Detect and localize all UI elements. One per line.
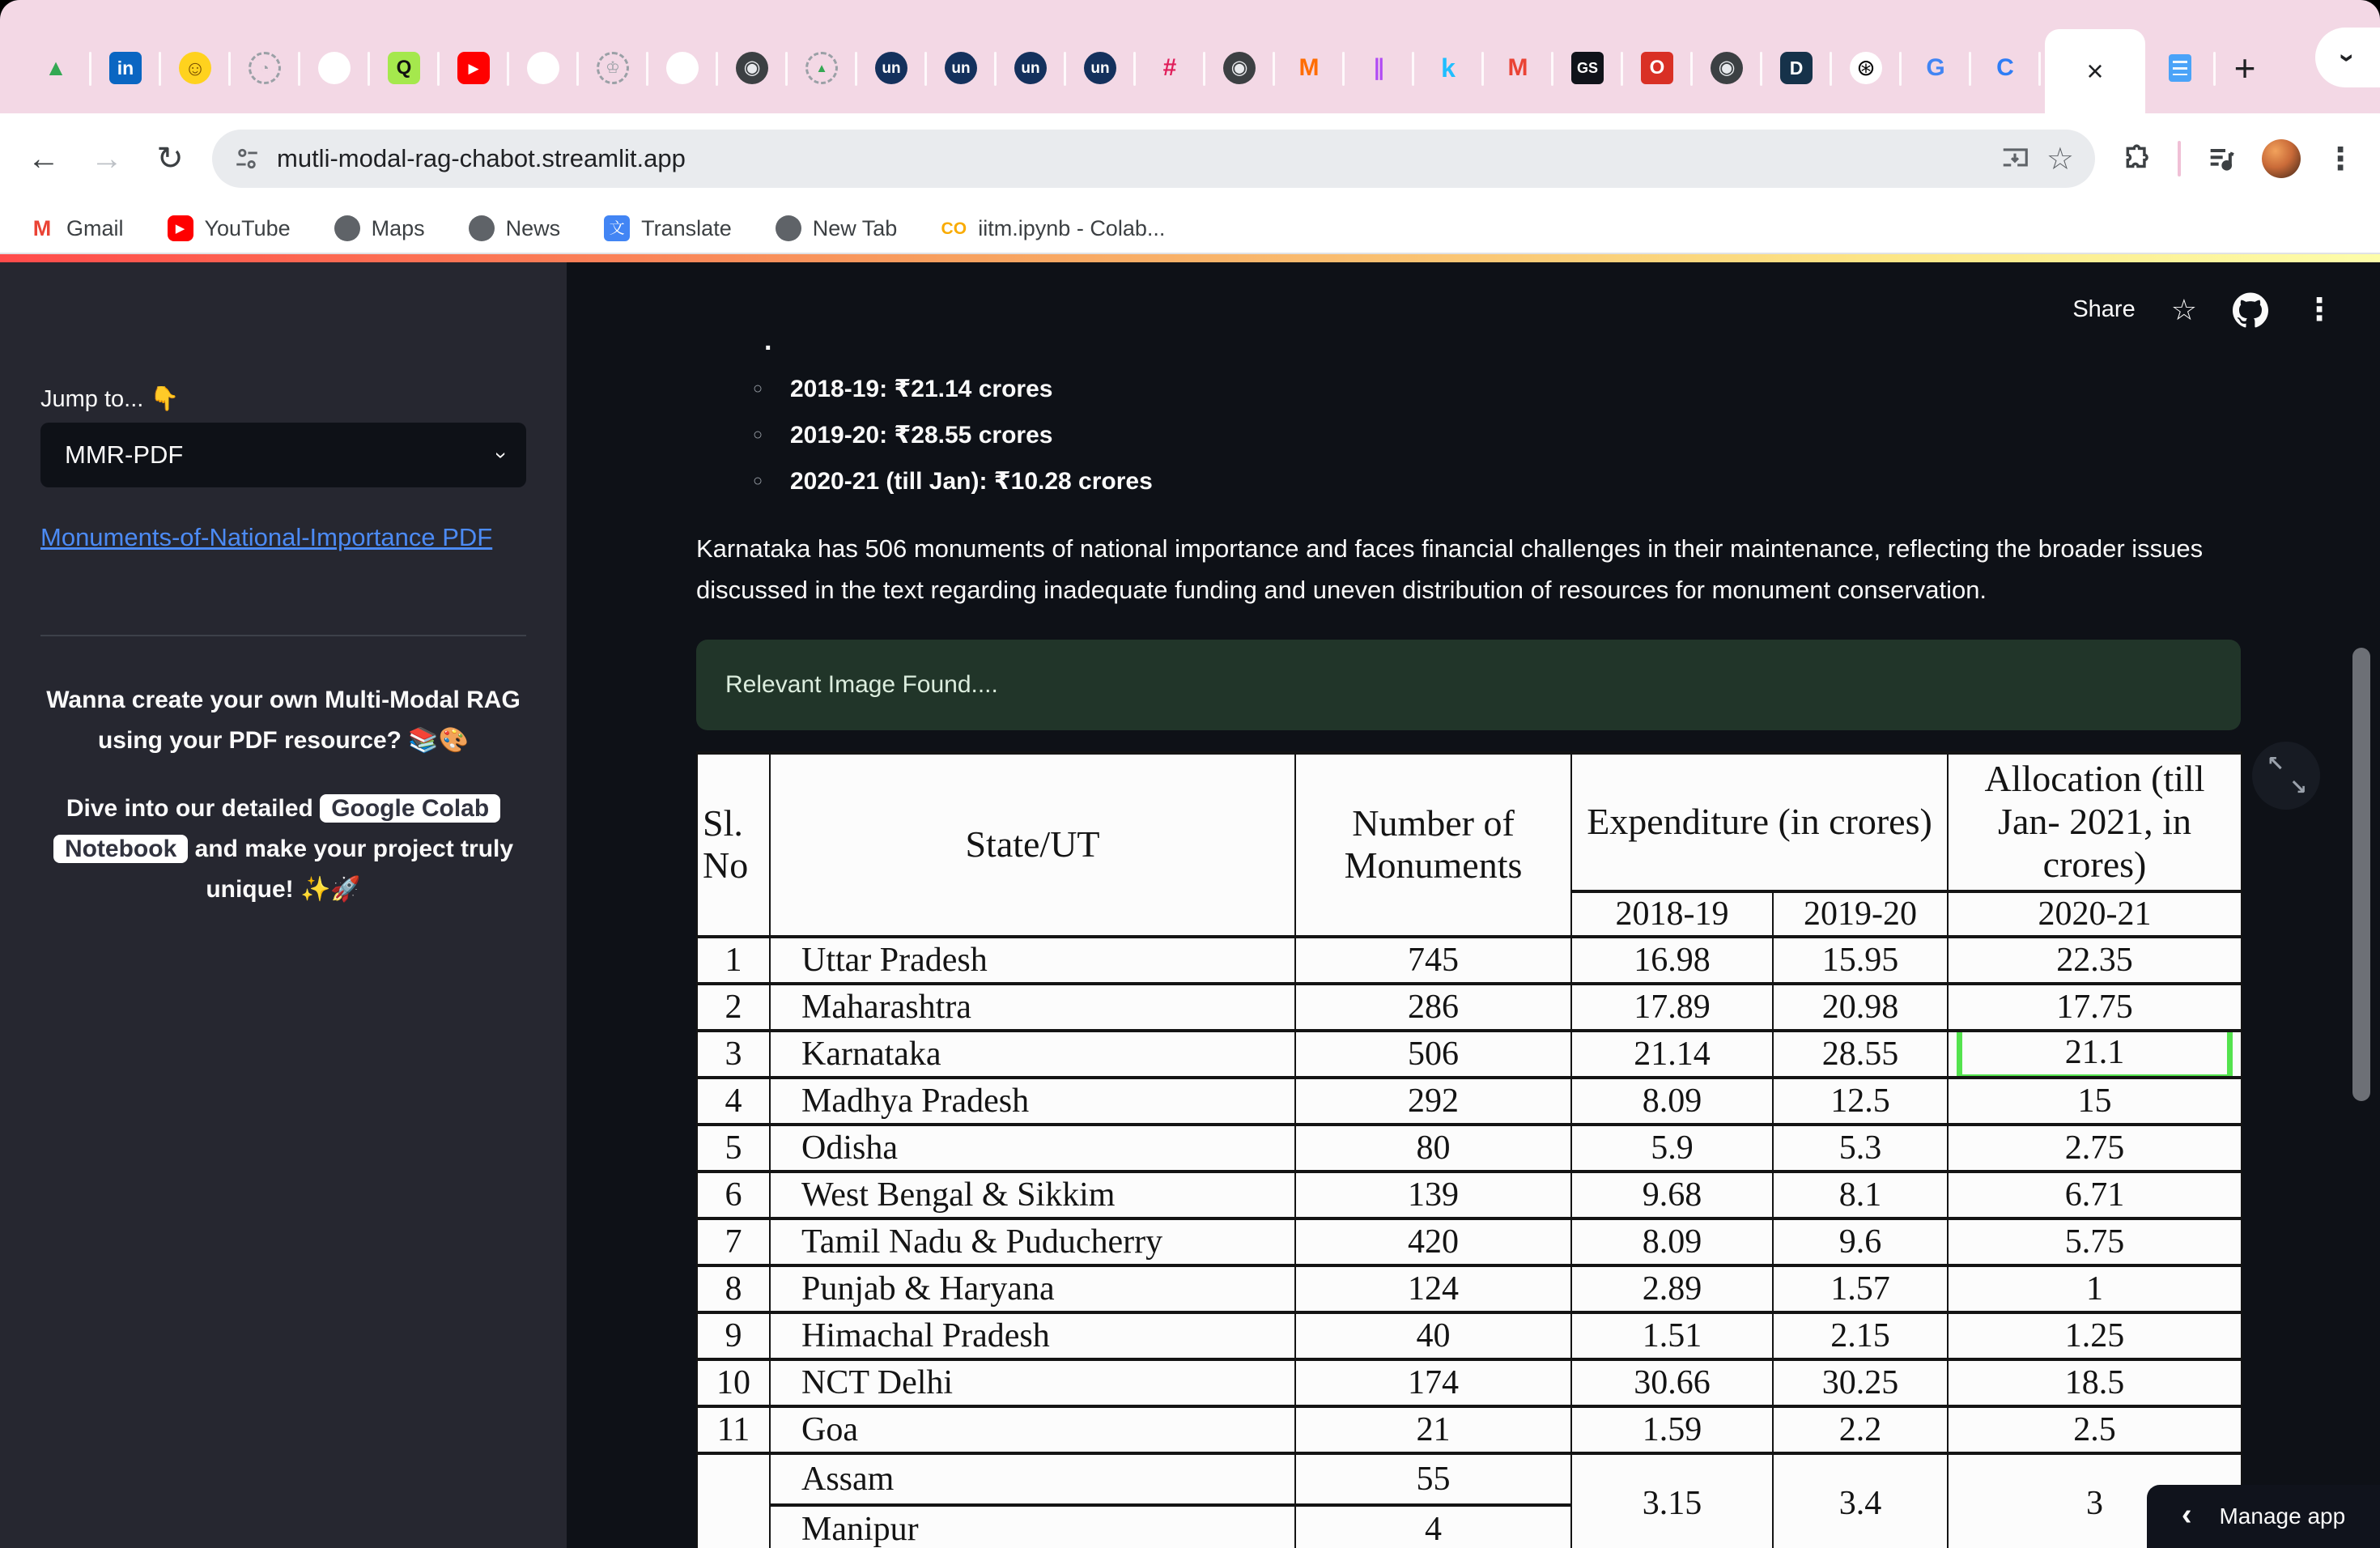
pinned-tab[interactable] <box>717 23 787 113</box>
colab-notebook-link[interactable]: Google Colab Notebook <box>53 794 500 863</box>
pinned-tab[interactable] <box>1483 23 1553 113</box>
sidebar <box>0 262 567 1548</box>
promo-line-2-post: and make your project truly unique! ✨🚀 <box>188 836 514 903</box>
alloc-value: 18.5 <box>2064 1363 2125 1401</box>
pinned-tab[interactable] <box>439 23 508 113</box>
cell-state: Maharashtra <box>770 984 1295 1031</box>
cell-exp-2019-20: 3.4 <box>1773 1453 1948 1548</box>
cell-alloc-2020-21 <box>1948 1172 2242 1218</box>
media-controls-icon[interactable] <box>2205 142 2238 175</box>
table-row <box>697 937 2242 984</box>
close-tab-icon[interactable]: × <box>2086 54 2104 87</box>
alloc-value: 22.35 <box>2056 941 2133 979</box>
tab-favicon-icon: ∥ <box>1373 55 1384 80</box>
tab-favicon-icon: un <box>1014 52 1047 84</box>
cell-exp-2018-19: 9.68 <box>1571 1172 1773 1218</box>
success-banner-text: Relevant Image Found.... <box>725 671 998 698</box>
cell-sl-no: 10 <box>697 1359 770 1406</box>
bookmark-item[interactable] <box>29 215 124 241</box>
bookmark-icon: M <box>32 215 52 240</box>
tab-favicon-icon: ◉ <box>1223 52 1256 84</box>
favorite-star-icon[interactable]: ☆ <box>2170 292 2197 326</box>
pinned-tab[interactable] <box>787 23 856 113</box>
cell-sl-no: 1 <box>697 937 770 984</box>
cell-exp-2018-19: 5.9 <box>1571 1125 1773 1172</box>
cell-sl-no: 3 <box>697 1031 770 1078</box>
new-tab-button[interactable]: + <box>2233 47 2256 89</box>
cell-monuments: 40 <box>1295 1312 1571 1359</box>
bullet-item: ○ 2018-19: ₹21.14 crores <box>753 366 1153 412</box>
alloc-value: 2.5 <box>2073 1410 2116 1448</box>
tab-favicon-icon: D <box>1780 52 1813 84</box>
cell-state: Punjab & Haryana <box>770 1265 1295 1312</box>
tab-favicon-icon: un <box>1084 52 1116 84</box>
document-icon <box>2169 54 2191 82</box>
bookmark-label: Maps <box>371 215 425 240</box>
pinned-tab[interactable] <box>578 23 648 113</box>
address-bar[interactable] <box>212 130 2095 188</box>
alloc-value: 17.75 <box>2056 988 2133 1026</box>
alloc-value: 2.75 <box>2064 1129 2125 1167</box>
cell-sl-no: 7 <box>697 1218 770 1265</box>
bookmark-item[interactable] <box>776 215 898 241</box>
cell-exp-2018-19: 21.14 <box>1571 1031 1773 1078</box>
site-settings-icon[interactable] <box>233 145 261 172</box>
cell-monuments: 4 <box>1295 1505 1571 1548</box>
browser-toolbar <box>0 113 2380 204</box>
app-menu-icon[interactable]: ⋮ <box>2304 293 2335 327</box>
cell-monuments: 420 <box>1295 1218 1571 1265</box>
bookmark-item[interactable] <box>941 215 1165 241</box>
tab-favicon-icon: ▶ <box>457 52 490 84</box>
toolbar-divider <box>2178 141 2181 176</box>
tab-favicon-icon: ♔ <box>597 52 629 84</box>
expenditure-bullet-list <box>753 366 1153 504</box>
cell-alloc-2020-21 <box>1948 1125 2242 1172</box>
pinned-tab[interactable] <box>856 23 926 113</box>
cell-alloc-2020-21 <box>1948 1218 2242 1265</box>
pinned-tab[interactable] <box>1274 23 1344 113</box>
bookmark-item[interactable] <box>469 215 561 241</box>
bookmark-star-icon[interactable]: ☆ <box>2046 142 2074 176</box>
url-text[interactable]: mutli-modal-rag-chabot.streamlit.app <box>277 144 686 172</box>
table-row <box>697 1218 2242 1265</box>
profile-avatar[interactable] <box>2262 139 2301 178</box>
cell-sl-no <box>697 1453 770 1548</box>
share-button[interactable]: Share <box>2072 296 2136 322</box>
table-row <box>697 1265 2242 1312</box>
bookmark-label: Translate <box>641 215 732 240</box>
cell-monuments: 292 <box>1295 1078 1571 1125</box>
cell-monuments: 21 <box>1295 1406 1571 1453</box>
tab-favicon-icon: C <box>1996 54 2014 81</box>
cell-monuments: 124 <box>1295 1265 1571 1312</box>
extensions-icon[interactable] <box>2123 143 2153 174</box>
pinned-tab[interactable] <box>1970 23 2040 113</box>
table-row <box>697 1406 2242 1453</box>
pinned-tab[interactable] <box>508 23 578 113</box>
document-tab[interactable] <box>2145 23 2215 113</box>
table-row <box>697 1125 2242 1172</box>
manage-app-label: Manage app <box>2219 1503 2346 1529</box>
pinned-tab[interactable] <box>1413 23 1483 113</box>
cell-state: Assam <box>770 1453 1295 1505</box>
cell-state: Manipur <box>770 1505 1295 1548</box>
pinned-tab[interactable] <box>1135 23 1205 113</box>
reload-icon[interactable]: ↻ <box>156 141 184 176</box>
pinned-tab[interactable] <box>369 23 439 113</box>
pinned-tab[interactable] <box>1205 23 1274 113</box>
pinned-tab[interactable] <box>160 23 230 113</box>
header-2019-20: 2019-20 <box>1773 891 1948 937</box>
bullet-item: ○ 2019-20: ₹28.55 crores <box>753 412 1153 458</box>
bookmark-icon: CO <box>941 219 967 238</box>
cell-exp-2019-20: 15.95 <box>1773 937 1948 984</box>
tab-favicon-icon: M <box>1507 54 1528 81</box>
cell-exp-2018-19: 2.89 <box>1571 1265 1773 1312</box>
sidebar-divider <box>40 635 526 636</box>
tab-favicon-icon: ☺ <box>179 52 211 84</box>
pinned-tab[interactable] <box>1901 23 1970 113</box>
tab-favicon-icon: un <box>875 52 907 84</box>
cell-alloc-2020-21 <box>1948 937 2242 984</box>
cell-monuments: 139 <box>1295 1172 1571 1218</box>
cell-alloc-2020-21 <box>1948 1359 2242 1406</box>
promo-line-2 <box>40 789 526 910</box>
table-row <box>697 984 2242 1031</box>
install-app-icon[interactable] <box>2000 143 2030 174</box>
forward-icon[interactable]: → <box>91 140 123 176</box>
alloc-value: 21.1 <box>1957 1031 2233 1078</box>
table-row <box>697 1312 2242 1359</box>
promo-line-2-pre: Dive into our detailed <box>66 795 321 822</box>
table-row <box>697 1453 2242 1505</box>
cell-exp-2019-20: 30.25 <box>1773 1359 1948 1406</box>
bookmark-label: iitm.ipynb - Colab... <box>978 215 1166 240</box>
streamlit-app <box>0 262 2380 1548</box>
bookmark-label: New Tab <box>812 215 898 240</box>
bookmark-icon: 文 <box>604 215 630 241</box>
cell-exp-2018-19: 1.59 <box>1571 1406 1773 1453</box>
table-row <box>697 1078 2242 1125</box>
tab-favicon-icon: M <box>1298 54 1320 81</box>
cell-alloc-2020-21 <box>1948 1406 2242 1453</box>
tab-favicon-icon: ◉ <box>1711 52 1743 84</box>
tab-favicon-icon: ⊛ <box>1850 52 1882 84</box>
alloc-value: 15 <box>2077 1082 2112 1120</box>
pinned-tab[interactable] <box>996 23 1065 113</box>
cell-exp-2018-19: 1.51 <box>1571 1312 1773 1359</box>
pinned-tab[interactable] <box>1065 23 1135 113</box>
cell-monuments: 80 <box>1295 1125 1571 1172</box>
cell-monuments: 506 <box>1295 1031 1571 1078</box>
pinned-tab[interactable] <box>1622 23 1692 113</box>
cell-exp-2019-20: 2.2 <box>1773 1406 1948 1453</box>
header-2018-19: 2018-19 <box>1571 891 1773 937</box>
pinned-tab[interactable] <box>1344 23 1413 113</box>
cell-monuments: 286 <box>1295 984 1571 1031</box>
tab-favicon-icon: ▲ <box>805 52 838 84</box>
cell-exp-2019-20: 9.6 <box>1773 1218 1948 1265</box>
cell-state: Odisha <box>770 1125 1295 1172</box>
pinned-tab[interactable] <box>926 23 996 113</box>
cell-exp-2019-20: 28.55 <box>1773 1031 1948 1078</box>
header-monuments: Number of Monuments <box>1295 753 1571 937</box>
bookmark-icon <box>776 215 801 241</box>
cell-monuments: 174 <box>1295 1359 1571 1406</box>
table-row <box>697 1172 2242 1218</box>
streamlit-decoration-bar <box>0 254 2380 262</box>
cell-state: West Bengal & Sikkim <box>770 1172 1295 1218</box>
cell-exp-2019-20: 1.57 <box>1773 1265 1948 1312</box>
bookmark-icon <box>334 215 360 241</box>
cell-sl-no: 4 <box>697 1078 770 1125</box>
bookmark-item[interactable] <box>168 215 291 241</box>
tab-favicon-icon <box>318 52 351 84</box>
promo-text <box>40 680 526 910</box>
pinned-tab[interactable] <box>91 23 160 113</box>
cell-monuments: 55 <box>1295 1453 1571 1505</box>
chevron-left-icon: ‹ <box>2181 1497 2192 1532</box>
cell-monuments: 745 <box>1295 937 1571 984</box>
cell-state: Tamil Nadu & Puducherry <box>770 1218 1295 1265</box>
cell-exp-2019-20: 8.1 <box>1773 1172 1948 1218</box>
jump-to-label: Jump to... 👇 <box>40 386 180 412</box>
tab-favicon-icon <box>527 52 559 84</box>
header-expenditure: Expenditure (in crores) <box>1571 753 1948 891</box>
tab-strip <box>0 0 2380 113</box>
pinned-tab[interactable] <box>230 23 300 113</box>
document-select[interactable] <box>40 423 526 487</box>
pinned-tab[interactable] <box>1553 23 1622 113</box>
promo-line-1: Wanna create your own Multi-Modal RAG using your PDF resource? 📚🎨 <box>46 687 521 754</box>
pinned-tab[interactable] <box>300 23 369 113</box>
tab-favicon-icon: GS <box>1571 52 1604 84</box>
header-state: State/UT <box>770 753 1295 937</box>
cell-alloc-2020-21 <box>1948 1312 2242 1359</box>
alloc-value: 5.75 <box>2064 1223 2125 1261</box>
cell-sl-no: 2 <box>697 984 770 1031</box>
tab-favicon-icon: Q <box>388 52 420 84</box>
github-icon[interactable] <box>2233 292 2268 328</box>
alloc-value: 1.25 <box>2064 1316 2125 1354</box>
pdf-link[interactable]: Monuments-of-National-Importance PDF <box>40 523 493 551</box>
cell-sl-no: 6 <box>697 1172 770 1218</box>
cell-state: Karnataka <box>770 1031 1295 1078</box>
cell-sl-no: 8 <box>697 1265 770 1312</box>
active-tab[interactable] <box>2045 29 2145 113</box>
alloc-value: 1 <box>2086 1269 2104 1308</box>
cell-exp-2019-20: 20.98 <box>1773 984 1948 1031</box>
tab-search-button[interactable] <box>2315 28 2380 87</box>
pinned-tab[interactable] <box>21 23 91 113</box>
toolbar-right <box>2123 139 2356 178</box>
fullscreen-expand-button[interactable] <box>2252 742 2320 810</box>
cell-sl-no: 11 <box>697 1406 770 1453</box>
pinned-tab[interactable] <box>1692 23 1762 113</box>
cell-exp-2018-19: 16.98 <box>1571 937 1773 984</box>
back-icon[interactable]: ← <box>28 140 60 176</box>
cell-alloc-2020-21 <box>1948 1078 2242 1125</box>
truncated-text-dot: . <box>764 325 772 356</box>
cell-sl-no: 5 <box>697 1125 770 1172</box>
expand-arrow-nw-icon: ↖ <box>2267 751 2284 776</box>
bookmarks-bar <box>0 204 2380 254</box>
tab-favicon-icon: ◔ <box>249 52 281 84</box>
cell-exp-2018-19: 3.15 <box>1571 1453 1773 1548</box>
monuments-table-image[interactable] <box>696 751 2241 1548</box>
pinned-tab[interactable] <box>648 23 717 113</box>
summary-paragraph: Karnataka has 506 monuments of national importance and faces financial challenges in their maintenance, reflecting the broader issues discussed in the text regarding inadequate funding and uneven distribution of resources for monument conservation. <box>696 534 2204 604</box>
cell-exp-2019-20: 5.3 <box>1773 1125 1948 1172</box>
tab-favicon-icon: O <box>1641 52 1673 84</box>
table-row <box>697 1359 2242 1406</box>
header-2020-21: 2020-21 <box>1948 891 2242 937</box>
cell-sl-no: 9 <box>697 1312 770 1359</box>
cell-state: NCT Delhi <box>770 1359 1295 1406</box>
cell-alloc-2020-21: 3 <box>1948 1453 2242 1548</box>
cell-exp-2018-19: 30.66 <box>1571 1359 1773 1406</box>
header-sl-no: Sl. No <box>697 753 770 937</box>
tab-favicon-icon: ◉ <box>736 52 768 84</box>
pinned-tab[interactable] <box>1831 23 1901 113</box>
header-allocation: Allocation (till Jan- 2021, in crores) <box>1948 753 2242 891</box>
monuments-table <box>696 751 2242 1548</box>
bookmark-label: YouTube <box>204 215 291 240</box>
cell-state: Goa <box>770 1406 1295 1453</box>
chevron-down-icon: › <box>490 451 515 459</box>
pinned-tabs <box>21 23 2040 113</box>
cell-exp-2019-20: 12.5 <box>1773 1078 1948 1125</box>
table-row <box>697 1031 2242 1078</box>
alloc-value: 6.71 <box>2064 1176 2125 1214</box>
select-value: MMR-PDF <box>65 440 184 469</box>
cell-exp-2018-19: 8.09 <box>1571 1218 1773 1265</box>
bookmark-icon: ▶ <box>168 215 193 241</box>
cell-alloc-2020-21 <box>1948 1031 2242 1078</box>
bookmark-label: News <box>505 215 561 240</box>
browser-menu-icon[interactable]: ⋮ <box>2325 142 2356 176</box>
scrollbar-thumb[interactable] <box>2352 648 2370 1101</box>
app-header-actions <box>2072 291 2335 328</box>
tab-favicon-icon: in <box>109 52 142 84</box>
cell-state: Madhya Pradesh <box>770 1078 1295 1125</box>
cell-alloc-2020-21 <box>1948 984 2242 1031</box>
tab-favicon-icon <box>666 52 699 84</box>
tab-favicon-icon: ▲ <box>45 55 67 80</box>
tab-favicon-icon: # <box>1162 54 1177 81</box>
pinned-tab[interactable] <box>1762 23 1831 113</box>
expand-arrow-se-icon: ↘ <box>2289 775 2307 799</box>
cell-state: Himachal Pradesh <box>770 1312 1295 1359</box>
bullet-item: ○ 2020-21 (till Jan): ₹10.28 crores <box>753 458 1153 504</box>
cell-state: Uttar Pradesh <box>770 937 1295 984</box>
bookmark-label: Gmail <box>66 215 124 240</box>
bookmark-icon <box>469 215 495 241</box>
chevron-down-icon: › <box>2332 53 2364 62</box>
tab-favicon-icon: k <box>1441 53 1456 83</box>
tab-favicon-icon: G <box>1926 54 1945 81</box>
cell-exp-2018-19: 17.89 <box>1571 984 1773 1031</box>
cell-alloc-2020-21 <box>1948 1265 2242 1312</box>
manage-app-button[interactable] <box>2147 1485 2380 1548</box>
success-banner <box>696 640 2241 730</box>
cell-exp-2019-20: 2.15 <box>1773 1312 1948 1359</box>
cell-exp-2018-19: 8.09 <box>1571 1078 1773 1125</box>
bookmark-item[interactable] <box>604 215 732 241</box>
tab-favicon-icon: un <box>945 52 977 84</box>
bookmark-item[interactable] <box>334 215 425 241</box>
